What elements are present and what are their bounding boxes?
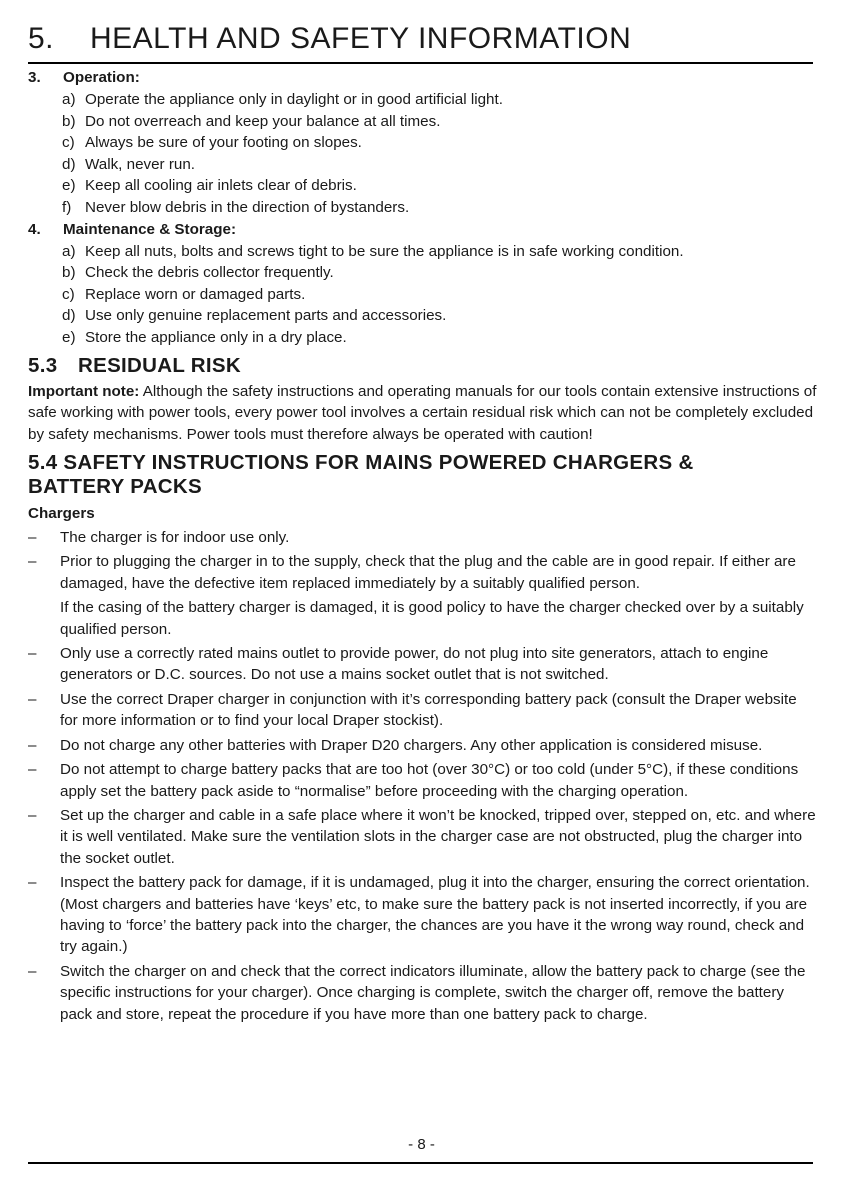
bullet-dash: – [28, 645, 37, 663]
residual-title: RESIDUAL RISK [78, 353, 241, 377]
item-text: Keep all cooling air inlets clear of debris. [85, 177, 357, 195]
operation-item [28, 89, 818, 111]
item-letter: a) [62, 91, 76, 108]
charger-bullet [28, 872, 818, 958]
operation-number: 3. [28, 69, 41, 86]
item-letter: d) [62, 155, 76, 173]
item-letter: e) [62, 328, 76, 346]
chargers-title-line2: BATTERY PACKS [28, 475, 202, 499]
item-text: Do not overreach and keep your balance at all times. [85, 112, 441, 130]
charger-bullet [28, 961, 818, 1025]
item-text: Always be sure of your footing on slopes. [85, 134, 362, 152]
bullet-text: Switch the charger on and check that the correct indicators illuminate, allow the battery pack to charge (see the specific instructions for your charger). Once charging is complete, switch the charger off, remove the battery pack and store, repeat the procedure if you have more than one battery pack to charge. [60, 962, 806, 1023]
charger-bullet [28, 643, 818, 686]
item-text: Never blow debris in the direction of bystanders. [85, 198, 410, 216]
charger-bullet [28, 551, 818, 640]
bullet-text: Do not charge any other batteries with Draper D20 chargers. Any other application is considered misuse. [60, 736, 763, 754]
item-text: Keep all nuts, bolts and screws tight to be sure the appliance is in safe working condition. [85, 242, 684, 260]
maintenance-item [28, 284, 818, 306]
bullet-body [60, 551, 818, 640]
bullet-body [60, 735, 818, 756]
charger-bullet [28, 689, 818, 732]
page-content [28, 67, 818, 1025]
bullet-text: Inspect the battery pack for damage, if it is undamaged, plug it into the charger, ensuring the correct orientation. (Most chargers and batteries have ‘keys’ etc, to make sure the battery pack is not inserted incorrectly, if you are having to ‘force’ the battery pack into the charger, the chances are you have it the wrong way round, check and try again.) [60, 874, 810, 956]
bullet-dash: – [28, 690, 37, 708]
bullet-body [60, 689, 818, 732]
operation-title: Operation: [63, 69, 140, 86]
item-text: Store the appliance only in a dry place. [85, 328, 347, 346]
bullet-dash: – [28, 874, 37, 892]
bullet-dash: – [28, 761, 37, 779]
bullet-text: Use the correct Draper charger in conjunction with it’s corresponding battery pack (consult the Draper website for more information or to find your local Draper stockist). [60, 690, 797, 730]
bullet-text: Only use a correctly rated mains outlet to provide power, do not plug into site generators, attach to engine generators or D.C. sources. Do not use a mains socket outlet that is not switched. [60, 645, 769, 684]
maintenance-item [28, 327, 818, 349]
residual-paragraph [28, 381, 818, 446]
item-text: Use only genuine replacement parts and accessories. [85, 307, 447, 325]
maintenance-title: Maintenance & Storage: [63, 220, 237, 238]
operation-item [28, 175, 818, 197]
chargers-title-line1: 5.4 SAFETY INSTRUCTIONS FOR MAINS POWERED CHARGERS & [28, 451, 694, 475]
operation-item [28, 197, 818, 219]
bullet-text: Set up the charger and cable in a safe place where it won’t be knocked, tripped over, stepped on, etc. and where it is well ventilated. Make sure the ventilation slots in the charger case are not obstructed, plug the charger into the socket outlet. [60, 806, 816, 867]
maintenance-item [28, 305, 818, 327]
maintenance-number: 4. [28, 220, 41, 238]
maintenance-list [28, 241, 818, 349]
operation-list [28, 89, 818, 219]
bullet-dash: – [28, 736, 37, 754]
chargers-bullet-list [28, 527, 818, 1025]
maintenance-item [28, 241, 818, 263]
bullet-text: The charger is for indoor use only. [60, 529, 290, 547]
item-letter: b) [62, 264, 76, 282]
bullet-body [60, 759, 818, 802]
page-title [28, 22, 818, 56]
item-letter: c) [62, 285, 75, 303]
item-text: Check the debris collector frequently. [85, 264, 334, 282]
residual-text: Although the safety instructions and operating manuals for our tools contain extensive instructions of safe working with power tools, every power tool involves a certain residual risk which can not be completely excluded by safety mechanisms. Power tools must therefore always be operated with caution! [28, 382, 817, 443]
page-number: - 8 - [408, 1136, 435, 1153]
charger-bullet [28, 735, 818, 756]
bullet-body [60, 527, 818, 548]
maintenance-item [28, 262, 818, 284]
residual-number: 5.3 [28, 353, 58, 377]
item-letter: a) [62, 242, 76, 260]
bullet-body [60, 805, 818, 869]
charger-bullet [28, 805, 818, 869]
bullet-body [60, 643, 818, 686]
charger-bullet [28, 759, 818, 802]
bullet-body [60, 961, 818, 1025]
chargers-section-heading [28, 451, 818, 499]
item-text: Walk, never run. [85, 155, 196, 173]
bullet-dash: – [28, 529, 37, 547]
chargers-subheading: Chargers [28, 505, 95, 523]
operation-item [28, 132, 818, 154]
item-text: Replace worn or damaged parts. [85, 285, 306, 303]
section-title: HEALTH AND SAFETY INFORMATION [90, 22, 632, 55]
item-letter: c) [62, 134, 75, 152]
bullet-text: If the casing of the battery charger is damaged, it is good policy to have the charger checked over by a suitably qualified person. [60, 599, 804, 638]
important-note-label: Important note: [28, 382, 140, 400]
charger-bullet [28, 527, 818, 548]
bullet-dash: – [28, 962, 37, 980]
item-text: Operate the appliance only in daylight or in good artificial light. [85, 91, 503, 108]
bullet-dash: – [28, 806, 37, 824]
operation-item [28, 111, 818, 133]
section-number: 5. [28, 22, 55, 55]
operation-item [28, 154, 818, 176]
residual-risk-heading [28, 354, 818, 378]
maintenance-heading [28, 219, 818, 241]
title-divider [28, 62, 813, 64]
bullet-text: Prior to plugging the charger in to the supply, check that the plug and the cable are in good repair. If either are damaged, have the defective item replaced immediately by a suitably qualified person. [60, 553, 796, 592]
bullet-text: Do not attempt to charge battery packs that are too hot (over 30°C) or too cold (under 5°C), if these conditions apply set the battery pack aside to “normalise” before proceeding with the charging operation. [60, 761, 799, 800]
operation-heading [28, 67, 818, 89]
item-letter: b) [62, 112, 76, 130]
item-letter: e) [62, 177, 76, 195]
bullet-body [60, 872, 818, 958]
item-letter: d) [62, 307, 76, 325]
footer-divider [28, 1162, 813, 1164]
bullet-dash: – [28, 553, 37, 571]
item-letter: f) [62, 198, 72, 216]
